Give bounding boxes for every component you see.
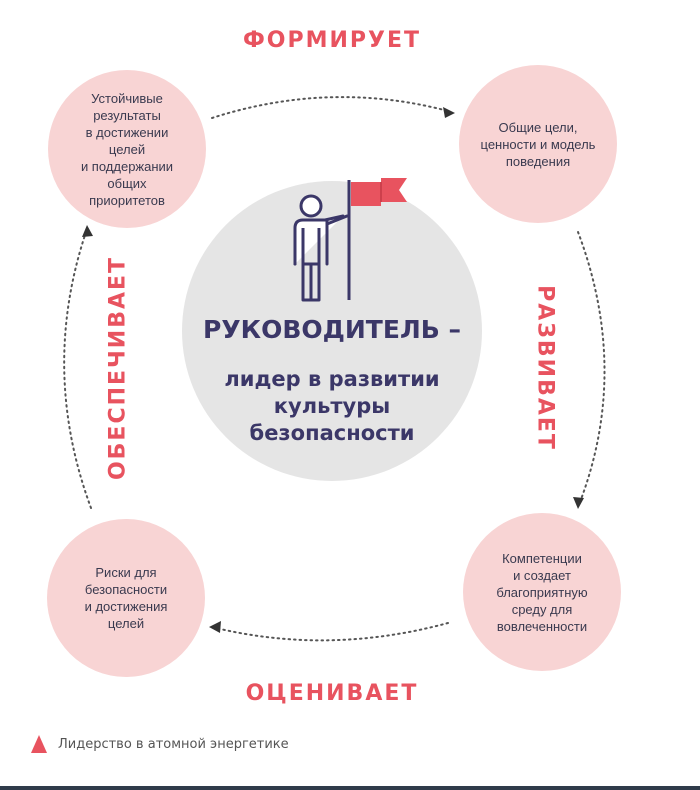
triangle-logo-icon: [30, 734, 48, 754]
arrow-top: [212, 97, 448, 118]
center-title: РУКОВОДИТЕЛЬ –: [203, 315, 461, 344]
arrow-right: [578, 232, 605, 502]
arrowhead-icon: [573, 497, 584, 509]
arrowhead-icon: [82, 225, 93, 237]
flow-label-right: РАЗВИВАЕТ: [532, 285, 558, 451]
bottom-divider: [0, 786, 700, 790]
node-bottom-left-text: Риски для безопасности и достижения целей: [84, 565, 168, 631]
footer: [30, 734, 289, 754]
node-top-right-text: Общие цели, ценности и модель поведения: [480, 119, 596, 169]
center-subtitle: лидер в развитии культуры безопасности: [224, 367, 440, 445]
node-bottom-right: [463, 513, 621, 671]
flow-label-bottom: ОЦЕНИВАЕТ: [245, 681, 419, 706]
flow-label-top: ФОРМИРУЕТ: [242, 28, 422, 53]
footer-text: Лидерство в атомной энергетике: [58, 736, 289, 752]
arrow-bottom: [216, 623, 448, 640]
arrowhead-icon: [443, 107, 455, 118]
node-top-right: [459, 65, 617, 223]
flow-label-left: ОБЕСПЕЧИВАЕТ: [105, 255, 131, 481]
node-top-left: [48, 70, 206, 228]
node-bottom-right-text: Компетенции и создает благоприятную среду для вовлеченности: [496, 550, 588, 634]
node-top-left-text: Устойчивые результаты в достижении целей и поддержании общих приоритетов: [80, 90, 174, 208]
leader-with-flag-icon: [285, 172, 415, 302]
arrow-left: [64, 232, 91, 508]
arrowhead-icon: [209, 621, 221, 633]
node-bottom-left: [47, 519, 205, 677]
